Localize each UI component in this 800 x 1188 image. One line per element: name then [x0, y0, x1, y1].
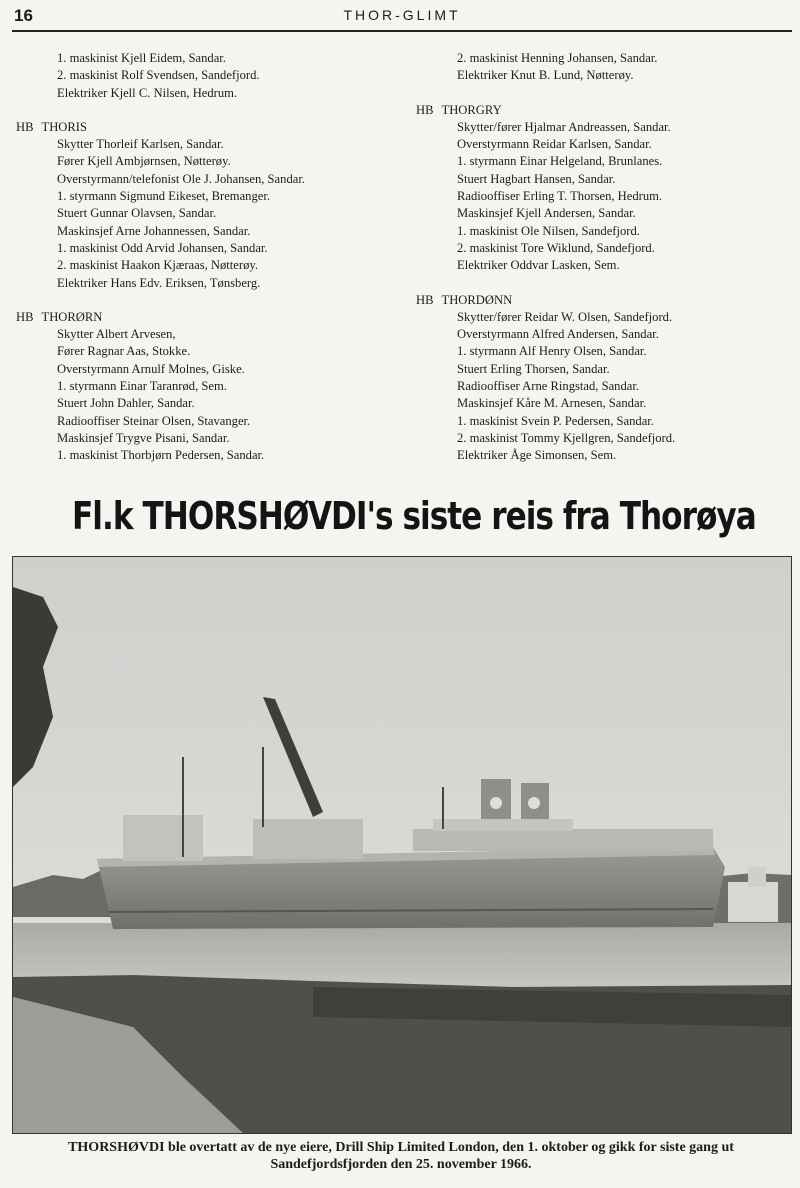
crew-member: Stuert John Dahler, Sandar. [57, 396, 195, 411]
crew-member: Elektriker Hans Edv. Eriksen, Tønsberg. [57, 275, 261, 290]
crew-member: Maskinsjef Kåre M. Arnesen, Sandar. [457, 396, 647, 411]
crew-member: 2. maskinist Tommy Kjellgren, Sandefjord. [457, 430, 676, 445]
caption-ship-name: THORSHØVDI [68, 1140, 165, 1155]
crew-member: Elektriker Knut B. Lund, Nøtterøy. [457, 68, 634, 83]
crew-member: Skytter Albert Arvesen, [57, 327, 176, 342]
crew-member: Maskinsjef Kjell Andersen, Sandar. [457, 206, 636, 221]
crew-member: 1. styrmann Sigmund Eikeset, Bremanger. [57, 189, 271, 204]
crew-member: Maskinsjef Arne Johannessen, Sandar. [57, 223, 251, 238]
crew-member: Radiooffiser Erling T. Thorsen, Hedrum. [457, 189, 663, 204]
crew-member: Overstyrmann Arnulf Molnes, Giske. [57, 361, 245, 376]
photo-caption [14, 1139, 788, 1173]
continued-crew-list [16, 50, 406, 102]
crew-member: 1. maskinist Odd Arvid Johansen, Sandar. [57, 240, 268, 255]
ship-heading [16, 119, 406, 136]
left-column [16, 50, 406, 465]
crew-member: Stuert Erling Thorsen, Sandar. [457, 361, 610, 376]
crew-member: 1. styrmann Einar Helgeland, Brunlanes. [457, 154, 663, 169]
ship-name: THORØRN [41, 309, 103, 324]
crew-member: 1. maskinist Thorbjørn Pedersen, Sandar. [57, 448, 265, 463]
crew-member: 2. maskinist Haakon Kjæraas, Nøtterøy. [57, 258, 258, 273]
crew-member: Fører Kjell Ambjørnsen, Nøtterøy. [57, 154, 231, 169]
crew-member: 1. styrmann Einar Taranrød, Sem. [57, 379, 227, 394]
ship-name: THORGRY [441, 102, 502, 117]
page-header [12, 4, 792, 32]
ship-crew-list [16, 326, 406, 464]
ship-heading [416, 292, 800, 309]
article-headline: Fl.k THORSHØVDI's siste reis fra Thorøya [72, 494, 756, 538]
ship-name: THORDØNN [441, 292, 513, 307]
crew-member: 1. styrmann Alf Henry Olsen, Sandar. [457, 344, 647, 359]
crew-member: 1. maskinist Svein P. Pedersen, Sandar. [457, 413, 654, 428]
page-number: 16 [14, 6, 33, 25]
ship-prefix: HB [16, 309, 34, 324]
crew-member: 2. maskinist Tore Wiklund, Sandefjord. [457, 240, 655, 255]
ship-crew-list [416, 119, 800, 275]
ship-crew-list [416, 309, 800, 465]
caption-text: ble overtatt av de nye eiere, Drill Ship Limited London, den 1. oktober og gikk for siste gang ut Sandefjordsfjorden den 25. november 1966. [164, 1140, 734, 1172]
ship-photograph [12, 556, 792, 1134]
crew-member: Stuert Gunnar Olavsen, Sandar. [57, 206, 217, 221]
crew-member: Overstyrmann Alfred Andersen, Sandar. [457, 327, 659, 342]
crew-member: Elektriker Kjell C. Nilsen, Hedrum. [57, 85, 238, 100]
crew-member: Overstyrmann/telefonist Ole J. Johansen, Sandar. [57, 171, 305, 186]
ship-prefix: HB [416, 102, 434, 117]
ship-heading [16, 309, 406, 326]
ship-heading [416, 102, 800, 119]
crew-member: Radiooffiser Arne Ringstad, Sandar. [457, 379, 639, 394]
crew-member: Overstyrmann Reidar Karlsen, Sandar. [457, 137, 652, 152]
ship-prefix: HB [416, 292, 434, 307]
crew-member: Fører Ragnar Aas, Stokke. [57, 344, 191, 359]
crew-member: Elektriker Oddvar Lasken, Sem. [457, 258, 620, 273]
crew-lists [16, 50, 786, 470]
ship-prefix: HB [16, 119, 34, 134]
crew-member: 1. maskinist Kjell Eidem, Sandar. [57, 51, 226, 65]
crew-member: 2. maskinist Henning Johansen, Sandar. [457, 51, 658, 65]
crew-member: 2. maskinist Rolf Svendsen, Sandefjord. [57, 68, 260, 83]
crew-member: Maskinsjef Trygve Pisani, Sandar. [57, 430, 230, 445]
crew-member: Skytter/fører Hjalmar Andreassen, Sandar. [457, 119, 671, 134]
crew-member: 1. maskinist Ole Nilsen, Sandefjord. [457, 223, 640, 238]
ship-crew-list [16, 136, 406, 292]
right-column [416, 50, 800, 465]
crew-member: Skytter/fører Reidar W. Olsen, Sandefjord. [457, 309, 673, 324]
magazine-title: THOR-GLIMT [343, 7, 461, 23]
crew-member: Skytter Thorleif Karlsen, Sandar. [57, 137, 224, 152]
crew-member: Stuert Hagbart Hansen, Sandar. [457, 171, 616, 186]
crew-member: Radiooffiser Steinar Olsen, Stavanger. [57, 413, 251, 428]
ship-name: THORIS [41, 119, 87, 134]
continued-crew-list [416, 50, 800, 85]
crew-member: Elektriker Åge Simonsen, Sem. [457, 448, 617, 463]
